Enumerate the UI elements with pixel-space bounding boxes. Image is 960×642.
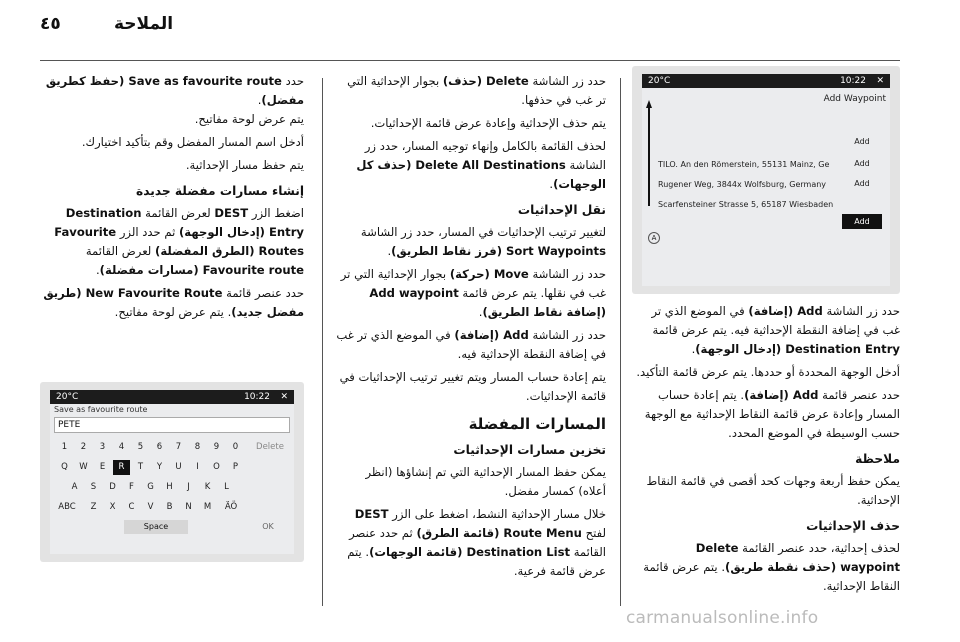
key[interactable]: S <box>90 482 97 492</box>
section-heading: إنشاء مسارات مفضلة جديدة <box>136 184 304 198</box>
key[interactable]: V <box>147 502 154 512</box>
screen-title: Add Waypoint <box>823 94 886 104</box>
key[interactable]: N <box>185 502 192 512</box>
paragraph: لحذف القائمة بالكامل وإنهاء توجيه المسار، حدد زر الشاشة Delete All Destinations (حذف كل الوجهات). <box>356 139 606 191</box>
paragraph: حدد زر الشاشة Delete (حذف) بجوار الإحداثية التي تر غب في حذفها. <box>347 74 606 107</box>
page-number: ٤٥ <box>40 14 61 34</box>
key[interactable]: U <box>175 462 182 472</box>
add-button[interactable]: Add <box>854 179 870 188</box>
section-heading: تخزين مسارات الإحداثيات <box>453 443 606 457</box>
key[interactable]: Z <box>90 502 97 512</box>
screen-title: Save as favourite route <box>54 405 148 414</box>
note-text: يمكن حفظ أربعة وجهات كحد أقصى في قائمة النقاط الإحداثية. <box>646 474 900 507</box>
key-row-numbers <box>56 440 288 458</box>
key[interactable]: M <box>203 502 212 512</box>
page-header <box>40 0 920 60</box>
right-column <box>632 66 900 600</box>
key[interactable]: K <box>204 482 211 492</box>
key[interactable]: A <box>71 482 78 492</box>
paragraph: لحذف إحداثية، حدد عنصر القائمة Delete waypoint (حذف نقطة طريق). يتم عرض قائمة النقاط الإحداثية. <box>643 541 900 593</box>
key[interactable]: 1 <box>61 442 68 452</box>
key-row-zxcv <box>56 500 288 518</box>
paragraph: حدد Save as favourite route (حفظ كطريق مفضل). يتم عرض لوحة مفاتيح. <box>45 74 304 126</box>
paragraph: لتغيير ترتيب الإحداثيات في المسار، حدد زر الشاشة Sort Waypoints (فرز نقاط الطريق). <box>360 225 606 258</box>
key[interactable]: Y <box>156 462 163 472</box>
paragraph: حدد زر الشاشة Add (إضافة) في الموضع الذي تر غب في إضافة النقطة الإحداثية فيه. <box>336 328 606 361</box>
add-button-selected[interactable]: Add <box>842 214 882 229</box>
paragraph: حدد زر الشاشة Move (حركة) بجوار الإحداثية التي تر غب في نقلها. يتم عرض قائمة Add waypoint (إضافة نقاط الطريق). <box>340 267 606 319</box>
paragraph: خلال مسار الإحداثية النشط، اضغط على الزر DEST لفتح Route Menu (قائمة الطرق) ثم حدد عنصر القائمة Destination List (قائمة الوجهات). يتم عرض قائمة فرعية. <box>347 507 606 578</box>
umlaut-key[interactable]: ÄÖ <box>224 502 238 512</box>
key[interactable]: 4 <box>118 442 125 452</box>
key[interactable]: P <box>232 462 239 472</box>
key[interactable]: H <box>166 482 173 492</box>
paragraph: حدد عنصر قائمة New Favourite Route (طريق مفضل جديد). يتم عرض لوحة مفاتيح. <box>43 286 304 319</box>
paragraph: يتم حفظ مسار الإحداثية. <box>185 158 304 172</box>
temperature: 20°C <box>56 392 79 402</box>
name-input[interactable]: PETE <box>54 417 290 433</box>
key[interactable]: E <box>99 462 106 472</box>
column-divider <box>322 78 323 606</box>
status-bar <box>50 390 294 404</box>
middle-column <box>336 72 606 585</box>
paragraph: حدد عنصر قائمة Add (إضافة). يتم إعادة حساب المسار وإعادة عرض قائمة النقاط الإحداثية مع الوجهة حسب الوسيطة في الموضع المحدد. <box>644 388 900 440</box>
key[interactable]: 5 <box>137 442 144 452</box>
key[interactable]: D <box>109 482 116 492</box>
waypoint-row: TILO. An den Römerstein, 55131 Mainz, Ge <box>658 160 830 169</box>
key[interactable]: J <box>187 482 190 492</box>
clock: 10:22 <box>840 76 866 86</box>
key[interactable]: F <box>129 482 134 492</box>
add-button[interactable]: Add <box>854 159 870 168</box>
header-rule <box>40 60 900 61</box>
key-selected[interactable]: R <box>113 460 130 475</box>
status-bar <box>642 74 890 88</box>
key[interactable]: I <box>196 462 199 472</box>
key[interactable]: 9 <box>213 442 220 452</box>
abc-key[interactable]: ABC <box>58 502 76 512</box>
key[interactable]: B <box>166 502 173 512</box>
arrow-icon <box>646 100 652 206</box>
left-column <box>40 72 304 326</box>
display-screen <box>642 74 890 286</box>
note-heading: ملاحظة <box>855 452 900 466</box>
paragraph: أدخل اسم المسار المفضل وقم بتأكيد اختيارك. <box>81 135 304 149</box>
key[interactable]: 7 <box>175 442 182 452</box>
paragraph: حدد زر الشاشة Add (إضافة) في الموضع الذي تر غب في إضافة النقطة الإحداثية فيه. يتم عرض قائمة Destination Entry (إدخال الوجهة). <box>651 304 900 356</box>
paragraph: أدخل الوجهة المحددة أو حددها. يتم عرض قائمة التأكيد. <box>636 365 900 379</box>
waypoint-marker-icon: A <box>648 232 660 244</box>
section-heading: حذف الإحداثيات <box>806 519 900 533</box>
space-key[interactable]: Space <box>124 520 188 534</box>
key[interactable]: Q <box>61 462 68 472</box>
key[interactable]: 0 <box>232 442 239 452</box>
key[interactable]: 3 <box>99 442 106 452</box>
temperature: 20°C <box>648 76 671 86</box>
key[interactable]: W <box>79 462 88 472</box>
close-icon[interactable]: ✕ <box>876 76 884 86</box>
add-waypoint-screenshot <box>632 66 900 294</box>
page-title: الملاحة <box>114 14 174 34</box>
key[interactable]: G <box>147 482 154 492</box>
key[interactable]: O <box>213 462 220 472</box>
waypoint-row: Scarfensteiner Strasse 5, 65187 Wiesbaden <box>658 200 834 209</box>
key[interactable]: L <box>224 482 229 492</box>
waypoint-row: Rugener Weg, 3844x Wolfsburg, Germany <box>658 180 827 189</box>
close-icon[interactable]: ✕ <box>280 392 288 402</box>
clock: 10:22 <box>244 392 270 402</box>
key[interactable]: 2 <box>80 442 87 452</box>
key[interactable]: 8 <box>194 442 201 452</box>
display-screen <box>50 390 294 554</box>
key[interactable]: C <box>128 502 135 512</box>
column-divider <box>620 78 621 606</box>
paragraph: يتم إعادة حساب المسار ويتم تغيير ترتيب الإحداثيات في قائمة الإحداثيات. <box>339 370 606 403</box>
watermark: carmanualsonline.info <box>626 608 819 628</box>
key[interactable]: 6 <box>156 442 163 452</box>
delete-key[interactable]: Delete <box>256 442 284 452</box>
key-row-qwerty <box>56 460 288 478</box>
key[interactable]: T <box>137 462 144 472</box>
add-button[interactable]: Add <box>854 137 870 146</box>
section-title: المسارات المفضلة <box>468 415 606 433</box>
paragraph: اضغط الزر DEST لعرض القائمة Destination Entry (إدخال الوجهة) ثم حدد الزر Favourite Routes (الطرق المفضلة) لعرض القائمة Favourite route (مسارات مفضلة). <box>54 206 304 277</box>
ok-button[interactable]: OK <box>262 522 274 531</box>
keyboard-screenshot <box>40 382 304 562</box>
key-row-asdf <box>56 480 288 498</box>
section-heading: نقل الإحداثيات <box>517 203 606 217</box>
paragraph: يتم حذف الإحداثية وإعادة عرض قائمة الإحداثيات. <box>370 116 606 130</box>
key[interactable]: X <box>109 502 116 512</box>
paragraph: يمكن حفظ المسار الإحداثية التي تم إنشاؤها (انظر أعلاه) كمسار مفضل. <box>365 465 606 498</box>
